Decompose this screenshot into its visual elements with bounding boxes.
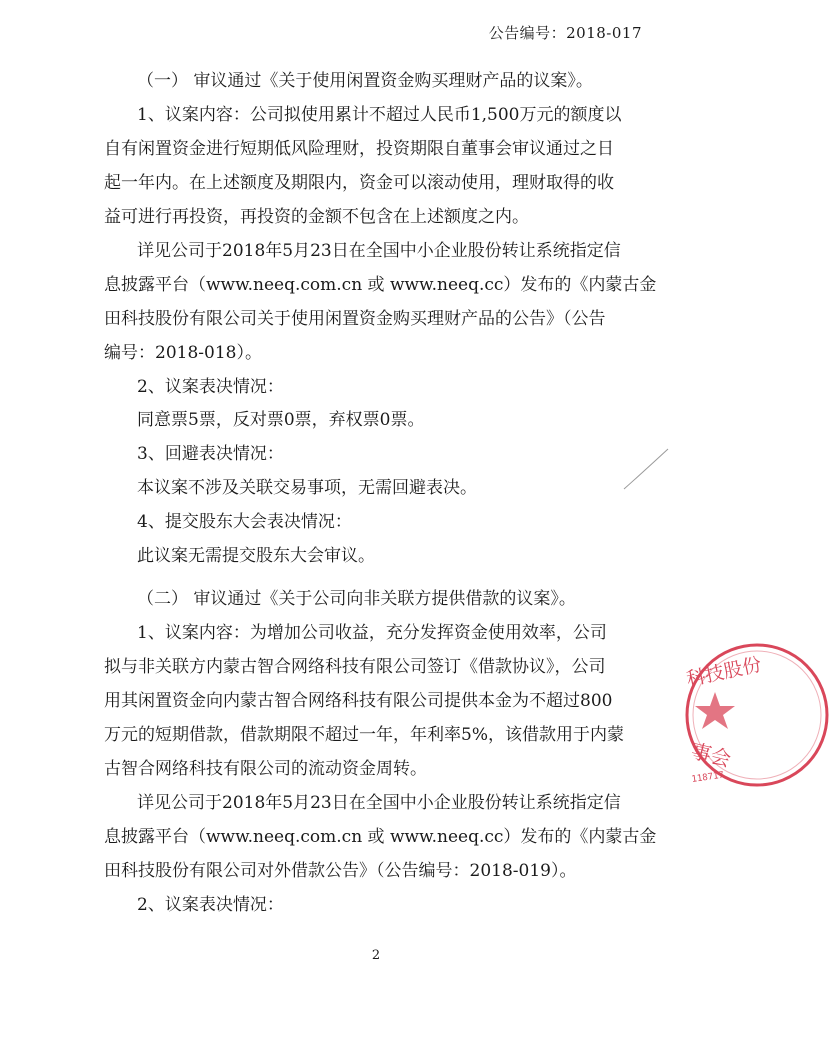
section-2-content-line: 拟与非关联方内蒙古智合网络科技有限公司签订《借款协议》，公司: [104, 657, 606, 677]
section-1-detail-line: 田科技股份有限公司关于使用闲置资金购买理财产品的公告》（公告: [104, 309, 606, 329]
section-1-content-line: 1、议案内容：公司拟使用累计不超过人民币1,500万元的额度以: [137, 105, 622, 125]
section-1-content-line: 自有闲置资金进行短期低风险理财，投资期限自董事会审议通过之日: [104, 139, 614, 159]
svg-text:科技股份: 科技股份: [684, 653, 764, 691]
section-2-content-line: 万元的短期借款，借款期限不超过一年，年利率5%，该借款用于内蒙: [104, 725, 624, 745]
section-2-detail-line: 息披露平台（www.neeq.com.cn 或 www.neeq.cc）发布的《内蒙古金: [104, 827, 657, 847]
section-1-detail-line: 详见公司于2018年5月23日在全国中小企业股份转让系统指定信: [137, 241, 621, 261]
section-2-vote-heading: 2、议案表决情况：: [137, 895, 284, 915]
section-1-agm-heading: 4、提交股东大会表决情况：: [137, 512, 352, 532]
svg-text:118717: 118717: [691, 770, 725, 785]
section-1-title: （一） 审议通过《关于使用闲置资金购买理财产品的议案》。: [137, 71, 593, 91]
section-2-content-line: 古智合网络科技有限公司的流动资金周转。: [104, 759, 427, 779]
pen-mark: [622, 445, 670, 493]
section-2-detail-line: 田科技股份有限公司对外借款公告》（公告编号：2018-019）。: [104, 861, 577, 881]
section-2-content-line: 1、议案内容：为增加公司收益，充分发挥资金使用效率，公司: [137, 623, 607, 643]
page-number: 2: [371, 948, 381, 963]
section-1-agm-text: 此议案无需提交股东大会审议。: [137, 546, 375, 566]
section-1-recusal-text: 本议案不涉及关联交易事项，无需回避表决。: [137, 478, 477, 498]
section-2-detail-line: 详见公司于2018年5月23日在全国中小企业股份转让系统指定信: [137, 793, 621, 813]
company-seal: [682, 640, 832, 790]
section-2-content-line: 用其闲置资金向内蒙古智合网络科技有限公司提供本金为不超过800: [104, 691, 613, 711]
announcement-number: 公告编号：2018-017: [488, 24, 642, 42]
section-2-title: （二） 审议通过《关于公司向非关联方提供借款的议案》。: [137, 589, 576, 609]
section-1-content-line: 起一年内。在上述额度及期限内，资金可以滚动使用，理财取得的收: [104, 173, 614, 193]
section-1-recusal-heading: 3、回避表决情况：: [137, 444, 284, 464]
section-1-content-line: 益可进行再投资，再投资的金额不包含在上述额度之内。: [104, 207, 529, 227]
svg-text:事会: 事会: [688, 738, 734, 772]
section-1-detail-line: 息披露平台（www.neeq.com.cn 或 www.neeq.cc）发布的《内蒙古金: [104, 275, 657, 295]
section-1-vote-heading: 2、议案表决情况：: [137, 377, 284, 397]
seal-star-icon: [695, 692, 735, 729]
section-1-detail-line: 编号：2018-018）。: [104, 343, 262, 363]
section-1-vote-result: 同意票5票，反对票0票，弃权票0票。: [137, 410, 425, 430]
